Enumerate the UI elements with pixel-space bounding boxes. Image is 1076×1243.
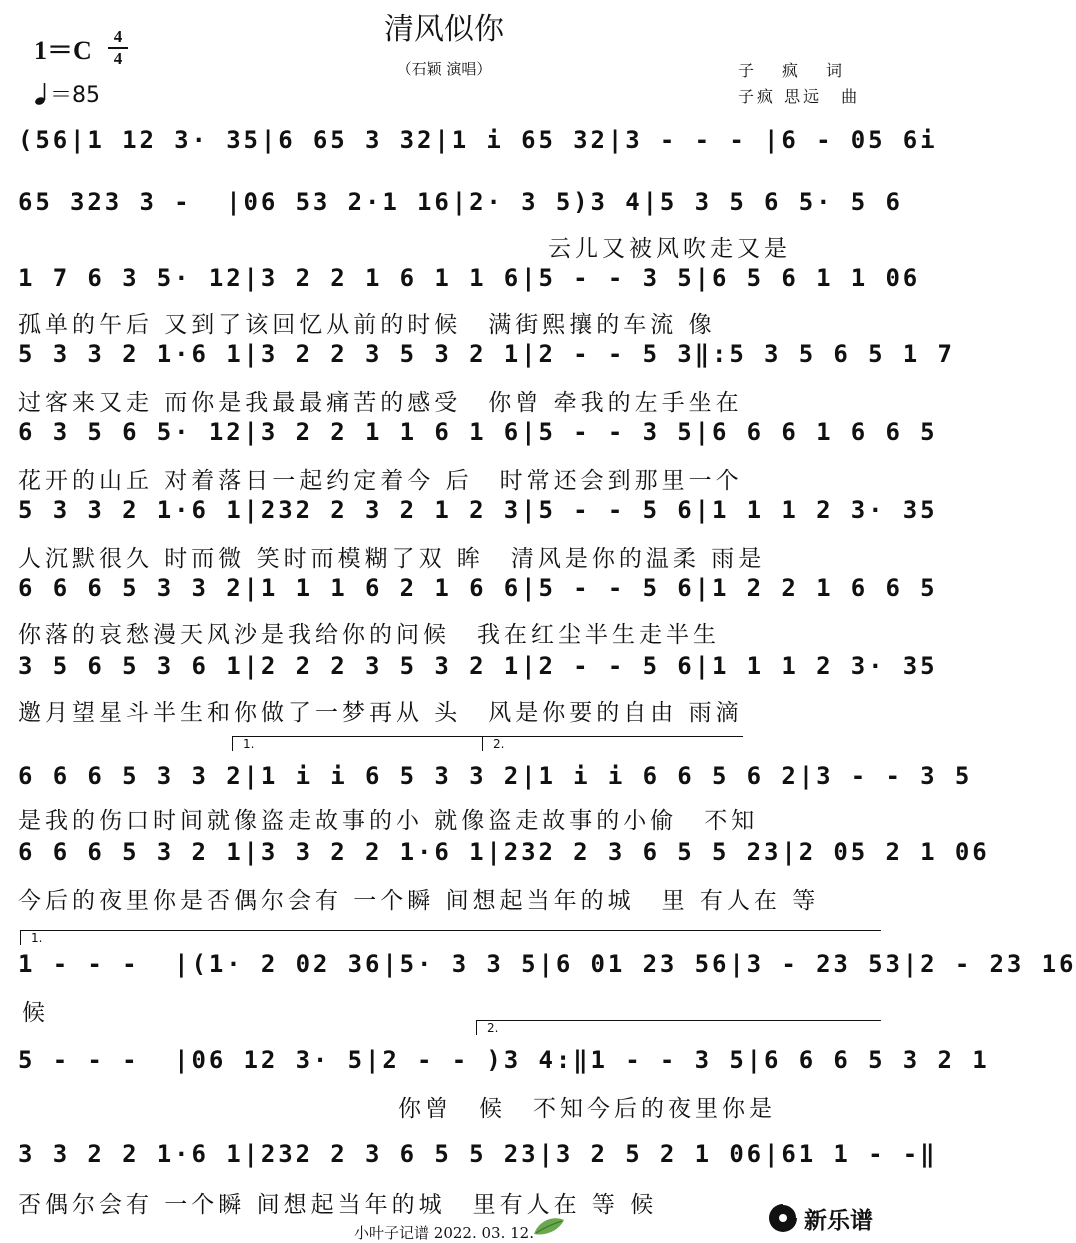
second-ending-label: 2. xyxy=(493,737,505,751)
music-disc-icon xyxy=(768,1203,798,1233)
key-signature: 1＝C xyxy=(34,36,92,65)
song-title: 清风似你 xyxy=(384,12,504,47)
lyric-line: 否偶尔会有 一个瞬 间想起当年的城 里有人在 等 候 xyxy=(18,1192,658,1218)
notation-line: 6 6 6 5 3 2 1|3 3 2 2 1·6 1|232 2 3 6 5 5 23|2 05 2 1 06 xyxy=(18,838,990,866)
notation-line: 6 3 5 6 5· 12|3 2 2 1 1 6 1 6|5 - - 3 5|6 6 6 1 6 6 5 xyxy=(18,418,938,446)
notation-line: 1 - - - |(1· 2 02 36|5· 3 3 5|6 01 23 56|3 - 23 53|2 - 23 16 xyxy=(18,950,1076,978)
lyric-line: 你落的哀愁漫天风沙是我给你的问候 我在红尘半生走半生 xyxy=(18,622,720,648)
lyricist-credit: 子 疯 词 xyxy=(738,61,849,80)
performer-subtitle: （石颖 演唱） xyxy=(396,60,492,78)
lyric-line: 人沉默很久 时而微 笑时而模糊了双 眸 清风是你的温柔 雨是 xyxy=(18,546,766,572)
notation-line: 6 6 6 5 3 3 2|1 1 1 6 2 1 6 6|5 - - 5 6|1 2 2 1 6 6 5 xyxy=(18,574,938,602)
quarter-note-icon xyxy=(34,82,50,106)
transcriber-credit: 小叶子记谱 2022. 03. 12. xyxy=(354,1224,534,1242)
second-ending-bracket xyxy=(476,1020,881,1035)
notation-line: 5 - - - |06 12 3· 5|2 - - )3 4:‖1 - - 3 5|6 6 6 5 3 2 1 xyxy=(18,1046,990,1074)
notation-line: 3 3 2 2 1·6 1|232 2 3 6 5 5 23|3 2 5 2 1 06|61 1 - -‖ xyxy=(18,1140,938,1168)
time-signature-bottom: 4 xyxy=(113,49,123,68)
tempo-value: ＝85 xyxy=(50,83,100,108)
second-ending-bracket xyxy=(482,736,743,751)
notation-line: 6 6 6 5 3 3 2|1 i i 6 5 3 3 2|1 i i 6 6 5 6 2|3 - - 3 5 xyxy=(18,762,973,790)
lyric-line: 过客来又走 而你是我最最痛苦的感受 你曾 牵我的左手坐在 xyxy=(18,390,743,416)
lyric-line: 邀月望星斗半生和你做了一梦再从 头 风是你要的自由 雨滴 xyxy=(18,700,743,726)
time-signature-top: 4 xyxy=(113,27,123,46)
lyric-line: 候 xyxy=(22,1000,49,1026)
first-ending-bracket xyxy=(232,736,483,751)
lyric-line: 是我的伤口时间就像盗走故事的小 就像盗走故事的小偷 不知 xyxy=(18,808,759,834)
lyric-line: 孤单的午后 又到了该回忆从前的时候 满街熙攘的车流 像 xyxy=(18,312,716,338)
lyric-line: 你曾 候 不知今后的夜里你是 xyxy=(398,1096,776,1122)
notation-line: 65 323 3 - |06 53 2·1 16|2· 3 5)3 4|5 3 5 6 5· 5 6 xyxy=(18,188,903,216)
leaf-icon xyxy=(532,1214,566,1238)
lyric-line: 花开的山丘 对着落日一起约定着今 后 时常还会到那里一个 xyxy=(18,468,743,494)
first-ending-bracket xyxy=(20,930,881,945)
logo-text: 新乐谱 xyxy=(804,1207,873,1234)
second-ending-label: 2. xyxy=(487,1021,499,1035)
lyric-line: 云儿又被风吹走又是 xyxy=(548,236,791,262)
notation-line: 3 5 6 5 3 6 1|2 2 2 3 5 3 2 1|2 - - 5 6|1 1 1 2 3· 35 xyxy=(18,652,938,680)
first-ending-label: 1. xyxy=(31,931,43,945)
notation-line: 1 7 6 3 5· 12|3 2 2 1 6 1 1 6|5 - - 3 5|6 5 6 1 1 06 xyxy=(18,264,921,292)
tempo-marking xyxy=(34,78,100,109)
time-signature xyxy=(108,28,128,68)
first-ending-label: 1. xyxy=(243,737,255,751)
site-logo xyxy=(768,1198,873,1238)
composer-credit: 子疯 思远 曲 xyxy=(738,87,861,106)
notation-line: 5 3 3 2 1·6 1|3 2 2 3 5 3 2 1|2 - - 5 3‖:5 3 5 6 5 1 7 xyxy=(18,340,955,368)
notation-line: (56|1 12 3· 35|6 65 3 32|1 i 65 32|3 - - - |6 - 05 6i xyxy=(18,126,938,154)
notation-line: 5 3 3 2 1·6 1|232 2 3 2 1 2 3|5 - - 5 6|1 1 1 2 3· 35 xyxy=(18,496,938,524)
lyric-line: 今后的夜里你是否偶尔会有 一个瞬 间想起当年的城 里 有人在 等 xyxy=(18,888,820,914)
